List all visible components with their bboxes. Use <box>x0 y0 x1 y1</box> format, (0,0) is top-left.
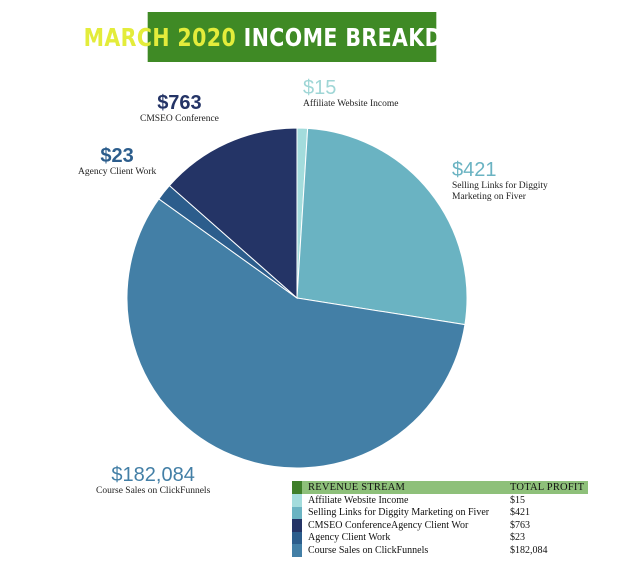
label-affiliate-text: Affiliate Website Income <box>303 99 399 109</box>
label-cmseo-amount: $763 <box>157 92 202 114</box>
row-swatch <box>292 519 302 532</box>
row-value: $23 <box>510 532 525 544</box>
row-value: $182,084 <box>510 544 548 556</box>
label-affiliate <box>303 78 398 110</box>
header-stream: REVENUE STREAM <box>308 482 406 493</box>
row-name: Selling Links for Diggity Marketing on Fiver <box>308 507 490 519</box>
label-cmseo <box>140 93 219 125</box>
label-agency-amount: $23 <box>100 145 134 167</box>
title-rest: INCOME BREAKDOWN <box>243 22 501 52</box>
table-row <box>292 532 588 545</box>
table-header <box>292 481 588 494</box>
row-swatch <box>292 532 302 545</box>
row-name: CMSEO ConferenceAgency Client Wor <box>308 519 469 531</box>
label-course-amount: $182,084 <box>111 464 195 486</box>
label-course-text: Course Sales on ClickFunnels <box>96 486 211 496</box>
label-selling <box>452 160 562 203</box>
row-value: $15 <box>510 494 525 506</box>
label-affiliate-amount: $15 <box>303 77 337 99</box>
row-swatch <box>292 544 302 557</box>
label-agency-text: Agency Client Work <box>78 167 157 177</box>
label-agency <box>78 146 156 178</box>
row-name: Affiliate Website Income <box>308 494 409 506</box>
label-selling-text: Selling Links for Diggity Marketing on Fiver <box>452 181 548 202</box>
row-swatch <box>292 507 302 520</box>
row-value: $421 <box>510 507 530 519</box>
table-row <box>292 519 588 532</box>
revenue-table <box>292 481 588 557</box>
row-value: $763 <box>510 519 530 531</box>
label-selling-amount: $421 <box>452 159 497 181</box>
table-row <box>292 544 588 557</box>
pie-slice-selling <box>297 128 467 324</box>
label-cmseo-text: CMSEO Conference <box>140 114 219 124</box>
row-name: Agency Client Work <box>308 532 391 544</box>
title-highlight: MARCH 2020 <box>83 22 237 52</box>
table-row <box>292 494 588 507</box>
header-profit: TOTAL PROFIT <box>510 482 585 493</box>
table-row <box>292 507 588 520</box>
header-swatch <box>292 481 302 494</box>
label-course <box>96 465 210 497</box>
pie-slices <box>127 128 467 468</box>
row-name: Course Sales on ClickFunnels <box>308 544 429 556</box>
row-swatch <box>292 494 302 507</box>
